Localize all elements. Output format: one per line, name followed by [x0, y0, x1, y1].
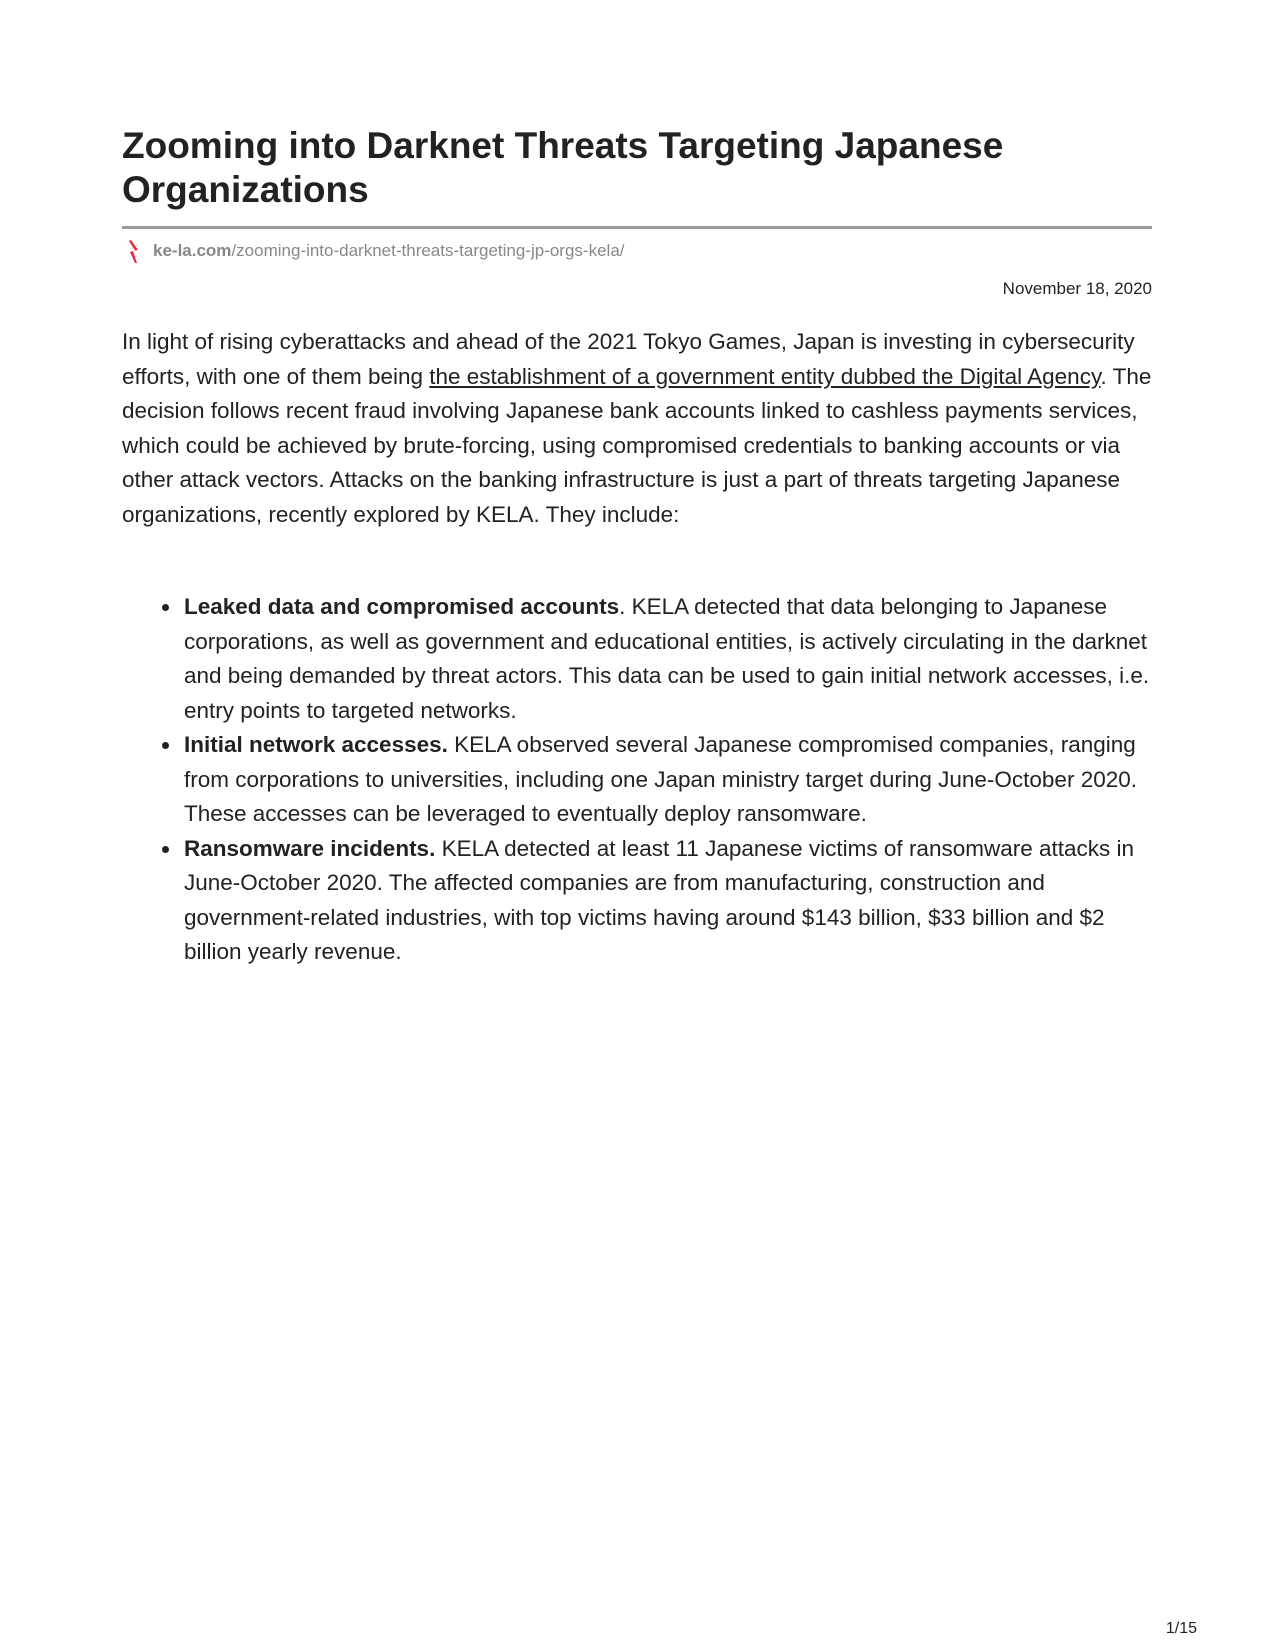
list-item	[184, 728, 1154, 832]
intro-text-before-link: In light of rising cyberattacks and ahead of the 2021 Tokyo Games, Japan is investing in cybersecurity efforts, with one of them being	[122, 329, 1135, 389]
list-item-heading: Ransomware incidents.	[184, 835, 436, 861]
title-divider	[122, 226, 1152, 229]
source-path: /zooming-into-darknet-threats-targeting-jp-orgs-kela/	[231, 241, 625, 260]
list-item	[184, 590, 1154, 728]
list-item-text: KELA observed several Japanese compromised companies, ranging from corporations to universities, including one Japan ministry target during June-October 2020. These accesses can be leveraged to eventually deploy ransomware.	[184, 732, 1137, 826]
list-item-heading: Leaked data and compromised accounts	[184, 594, 620, 619]
source-domain: ke-la.com	[153, 241, 232, 260]
intro-text-after-link: . The decision follows recent fraud involving Japanese bank accounts linked to cashless payments services, which could be achieved by brute-forcing, using compromised credentials to banking accounts or via other attack vectors. Attacks on the banking infrastructure is just a part of threats targeting Japanese organizations, recently explored by KELA. They include:	[122, 363, 1152, 527]
list-item	[184, 832, 1154, 970]
red-arrow-icon	[127, 238, 147, 264]
list-item-text: KELA detected at least 11 Japanese victims of ransomware attacks in June-October 2020. The affected companies are from manufacturing, construction and government-related industries, with top victims having around $143 billion, $33 billion and $2 billion yearly revenue.	[184, 835, 1135, 964]
intro-paragraph	[122, 325, 1157, 532]
list-item-text: . KELA detected that data belonging to Japanese corporations, as well as government and educational entities, is actively circulating in the darknet and being demanded by threat actors. This data can be used to gain initial network accesses, i.e. entry points to targeted networks.	[184, 594, 1150, 723]
findings-list	[184, 590, 1154, 970]
page-title: Zooming into Darknet Threats Targeting Japanese Organizations	[122, 125, 1004, 210]
digital-agency-link[interactable]: the establishment of a government entity dubbed the Digital Agency	[429, 363, 1101, 389]
publication-date: November 18, 2020	[1002, 279, 1152, 298]
list-item-heading: Initial network accesses.	[184, 732, 448, 757]
source-link[interactable]	[127, 240, 625, 262]
page-number: 1/15	[1165, 1620, 1197, 1637]
